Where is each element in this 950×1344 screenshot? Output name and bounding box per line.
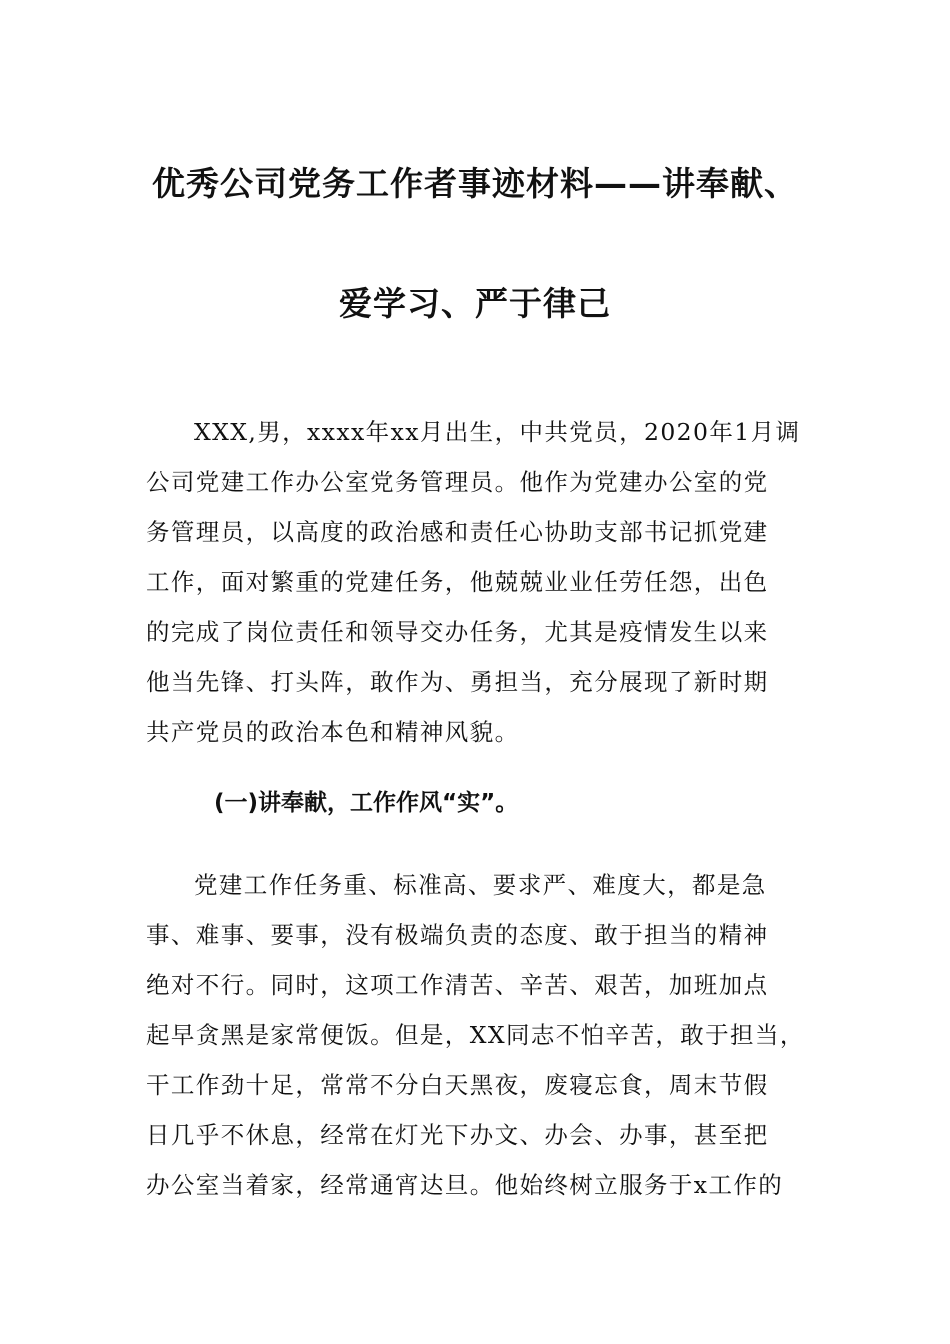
paragraph-line: 共产党员的政治本色和精神风貌。 <box>146 718 520 746</box>
paragraph-line: 党建工作任务重、标准高、要求严、难度大，都是急 <box>194 871 767 899</box>
paragraph-line: 务管理员，以高度的政治感和责任心协助支部书记抓党建 <box>146 518 769 546</box>
section-heading: (一)讲奉献，工作作风“实”。 <box>214 790 519 816</box>
document-title-line-1: 优秀公司党务工作者事迹材料——讲奉献、 <box>152 164 798 203</box>
paragraph-line: 的完成了岗位责任和领导交办任务，尤其是疫情发生以来 <box>146 618 769 646</box>
paragraph-line: 绝对不行。同时，这项工作清苦、辛苦、艰苦，加班加点 <box>146 971 769 999</box>
paragraph-line: 日几乎不休息，经常在灯光下办文、办会、办事，甚至把 <box>146 1121 769 1149</box>
paragraph-line: 办公室当着家，经常通宵达旦。他始终树立服务于x工作的 <box>146 1171 784 1199</box>
paragraph-line: 工作，面对繁重的党建任务，他兢兢业业任劳任怨，出色 <box>146 568 769 596</box>
paragraph-section-1 <box>146 860 826 1210</box>
paragraph-line: 他当先锋、打头阵，敢作为、勇担当，充分展现了新时期 <box>146 668 769 696</box>
paragraph-line: 起早贪黑是家常便饭。但是，XX同志不怕辛苦，敢于担当， <box>146 1021 805 1049</box>
paragraph-line: 公司党建工作办公室党务管理员。他作为党建办公室的党 <box>146 468 769 496</box>
paragraph-line: 干工作劲十足，常常不分白天黑夜，废寝忘食，周末节假 <box>146 1071 769 1099</box>
paragraph-intro <box>146 407 826 757</box>
paragraph-line: XXX,男，xxxx年xx月出生，中共党员，2020年1月调 <box>194 418 801 446</box>
document-title-line-2: 爱学习、严于律己 <box>339 284 611 323</box>
paragraph-line: 事、难事、要事，没有极端负责的态度、敢于担当的精神 <box>146 921 769 949</box>
